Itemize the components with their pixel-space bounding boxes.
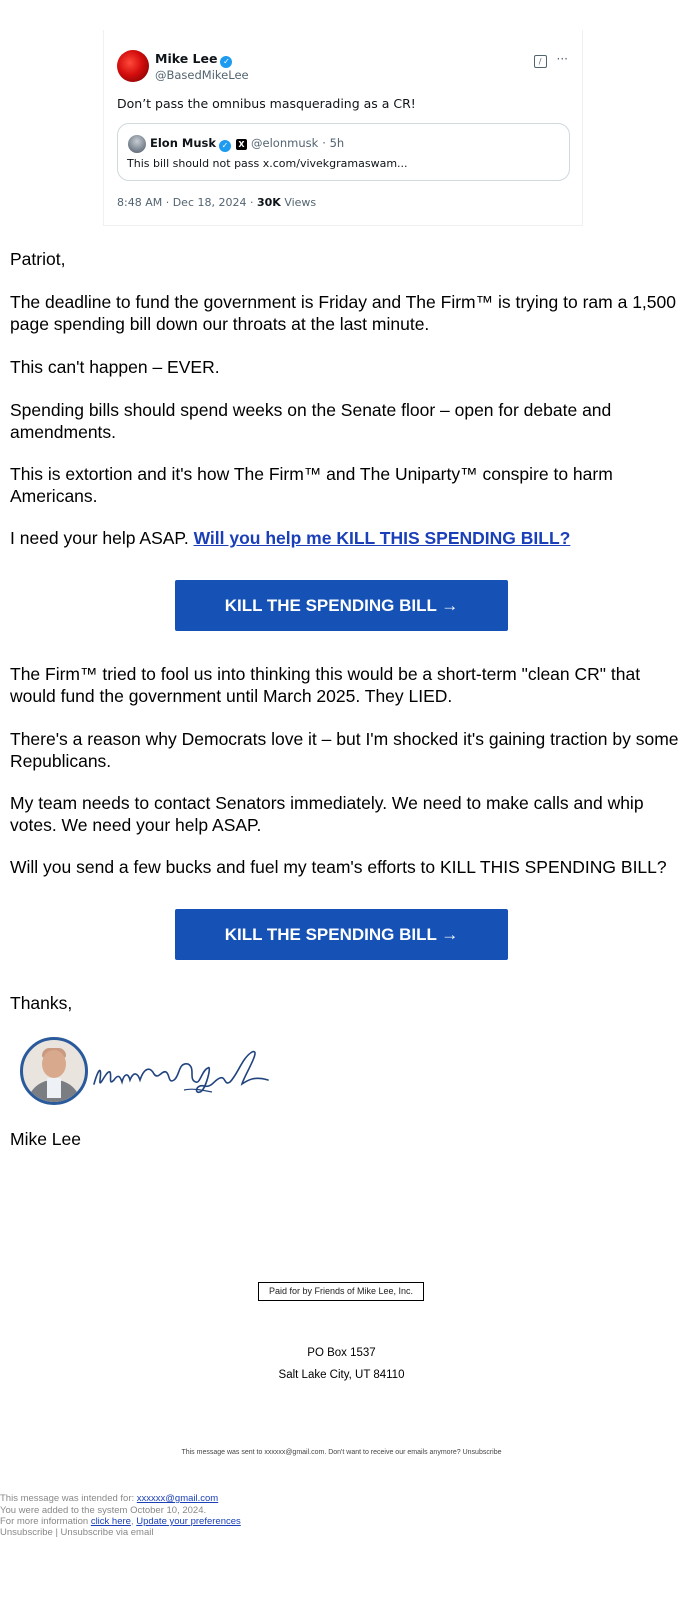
paragraph-deadline: The deadline to fund the government is Friday and The Firm™ is trying to ram a 1,500 page spending bill down our throats at the last minute. [10, 292, 676, 334]
paragraph-democrats: There's a reason why Democrats love it – but I'm shocked it's gaining traction by some Republicans. [10, 729, 679, 771]
signer-name: Mike Lee [10, 1129, 82, 1149]
address-line-2: Salt Lake City, UT 84110 [278, 1369, 405, 1381]
embedded-tweet[interactable] [103, 30, 583, 226]
signer-photo [20, 1037, 88, 1105]
more-options-icon[interactable]: ··· [556, 52, 568, 66]
unsubscribe-line[interactable]: Unsubscribe | Unsubscribe via email [0, 1527, 154, 1538]
handwritten-signature [92, 1040, 270, 1102]
grok-icon[interactable]: / [534, 55, 547, 68]
quoted-tweet[interactable] [117, 123, 570, 181]
added-date-line: You were added to the system October 10, 2024. [0, 1505, 207, 1516]
tweet-actions [534, 52, 568, 68]
intended-email-link[interactable]: xxxxxx@gmail.com [136, 1493, 219, 1504]
verified-badge-icon: ✓ [219, 140, 231, 152]
x-logo-icon: X [236, 139, 247, 150]
verified-badge-icon: ✓ [220, 56, 232, 68]
intended-for-line: This message was intended for: xxxxxx@gmail.com [0, 1493, 219, 1504]
paragraph-help: I need your help ASAP. Will you help me KILL THIS SPENDING BILL? [10, 528, 571, 548]
greeting: Patriot, [10, 249, 66, 269]
tweet-meta: 8:48 AM · Dec 18, 2024 · 30K Views [117, 196, 317, 209]
update-preferences-link[interactable]: Update your preferences [136, 1516, 241, 1527]
quoted-author-avatar [128, 135, 146, 153]
tweet-text: Don’t pass the omnibus masquerading as a CR! [117, 96, 416, 111]
paragraph-senate-floor: Spending bills should spend weeks on the Senate floor – open for debate and amendments. [10, 400, 612, 442]
more-info-line: For more information click here, Update your preferences [0, 1516, 241, 1527]
quoted-author-line: Elon Musk ✓ X @elonmusk · 5h [150, 136, 345, 150]
address-line-1: PO Box 1537 [307, 1347, 376, 1359]
tweet-author-name: Mike Lee ✓ [155, 51, 232, 68]
tweet-author-handle: @BasedMikeLee [155, 68, 249, 82]
unsubscribe-notice: This message was sent to xxxxxx@gmail.com. Don't want to receive our emails anymore? Unsubscribe [181, 1449, 502, 1456]
paid-for-disclaimer: Paid for by Friends of Mike Lee, Inc. [258, 1282, 424, 1301]
paragraph-extortion: This is extortion and it's how The Firm™ and The Uniparty™ conspire to harm Americans. [10, 464, 613, 506]
kill-spending-bill-button-2[interactable]: KILL THE SPENDING BILL → [175, 909, 508, 960]
paragraph-team: My team needs to contact Senators immediately. We need to make calls and whip votes. We need your help ASAP. [10, 793, 644, 835]
tweet-author-avatar [117, 50, 149, 82]
kill-spending-bill-button[interactable]: KILL THE SPENDING BILL → [175, 580, 508, 631]
paragraph-never: This can't happen – EVER. [10, 357, 220, 377]
paragraph-donate: Will you send a few bucks and fuel my team's efforts to KILL THIS SPENDING BILL? [10, 857, 667, 877]
quoted-tweet-text: This bill should not pass x.com/vivekgramaswam... [127, 157, 408, 170]
paragraph-fooled: The Firm™ tried to fool us into thinking this would be a short-term "clean CR" that would fund the government until March 2025. They LIED. [10, 664, 641, 706]
kill-bill-link[interactable]: Will you help me KILL THIS SPENDING BILL? [193, 528, 571, 548]
closing: Thanks, [10, 993, 73, 1013]
click-here-link[interactable]: click here [90, 1516, 131, 1527]
